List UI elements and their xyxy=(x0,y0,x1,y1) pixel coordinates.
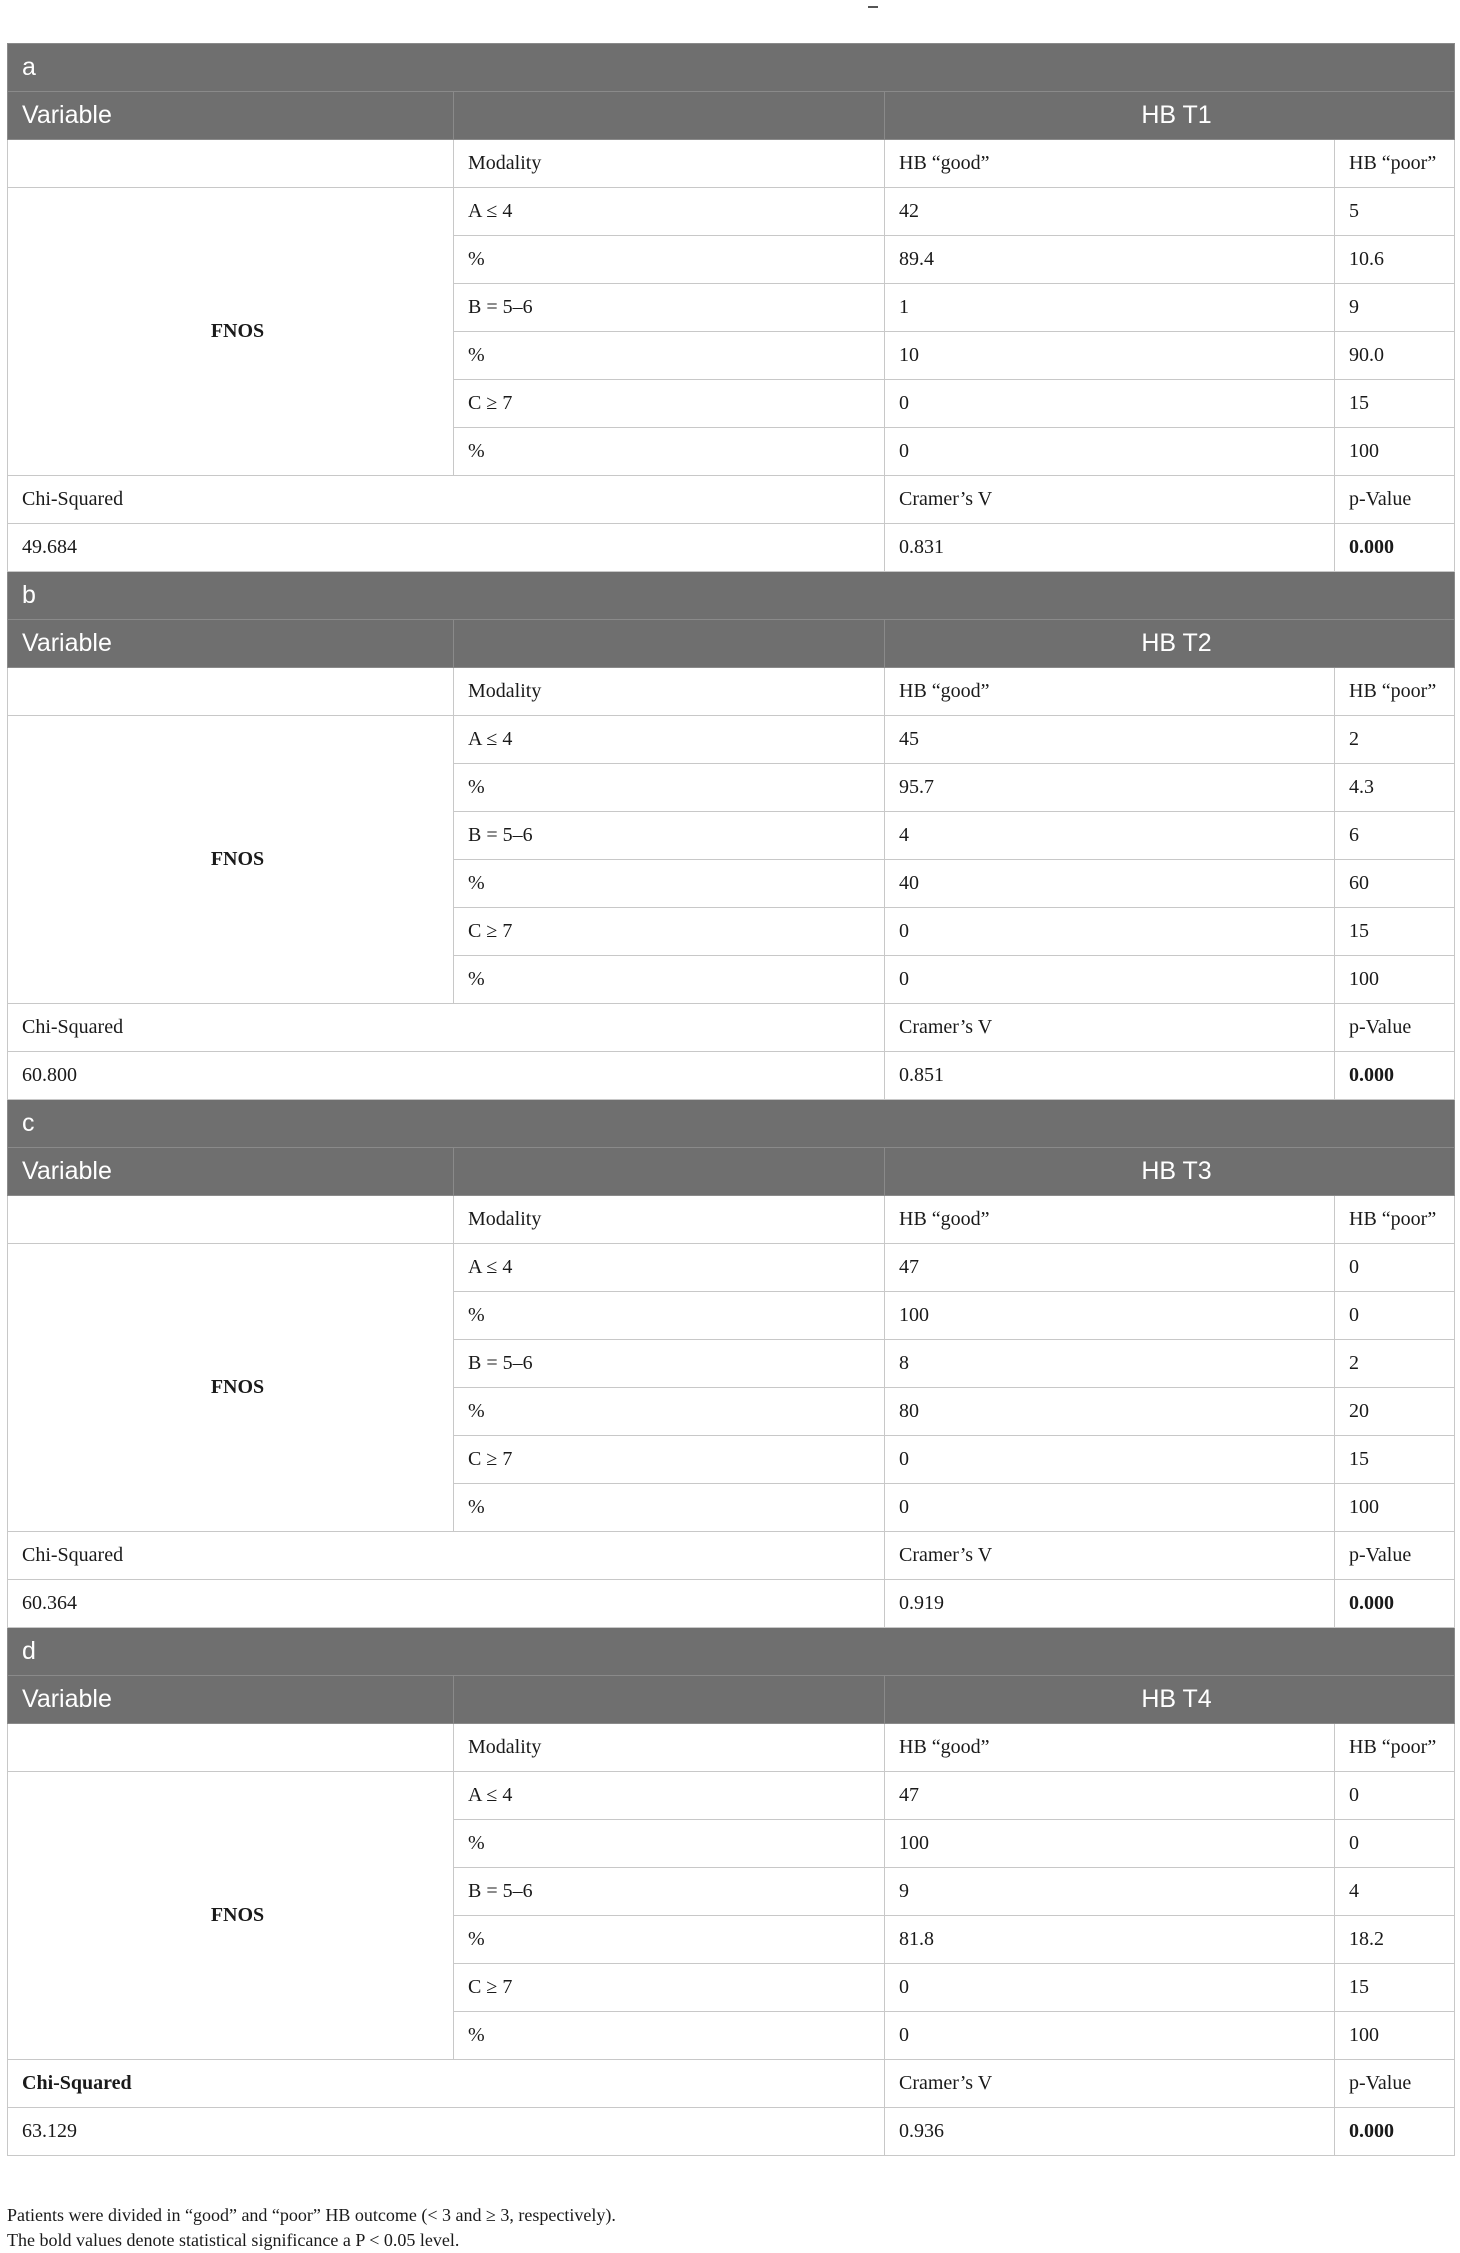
header-blank-cell xyxy=(454,1148,885,1196)
good-header: HB “good” xyxy=(885,668,1335,716)
good-value: 4 xyxy=(885,812,1335,860)
variable-label: Variable xyxy=(8,92,454,140)
poor-header: HB “poor” xyxy=(1335,668,1455,716)
blank-cell xyxy=(8,668,454,716)
modality-header-row xyxy=(8,668,1455,716)
section-letter-row xyxy=(8,1100,1455,1148)
blank-cell xyxy=(8,140,454,188)
data-row xyxy=(8,188,1455,236)
row-label: % xyxy=(454,236,885,284)
p-value-value: 0.000 xyxy=(1335,1052,1455,1100)
row-label: % xyxy=(454,428,885,476)
results-table xyxy=(7,43,1455,2156)
variable-header-row xyxy=(8,1676,1455,1724)
blank-cell xyxy=(8,1196,454,1244)
blank-cell xyxy=(8,1724,454,1772)
data-row xyxy=(8,716,1455,764)
section-letter: b xyxy=(8,572,1455,620)
cramers-v-label: Cramer’s V xyxy=(885,476,1335,524)
row-label: C ≥ 7 xyxy=(454,1964,885,2012)
poor-value: 0 xyxy=(1335,1820,1455,1868)
variable-header-row xyxy=(8,92,1455,140)
group-title: HB T3 xyxy=(885,1148,1455,1196)
row-label: % xyxy=(454,1820,885,1868)
chi-squared-value: 63.129 xyxy=(8,2108,885,2156)
cramers-v-value: 0.851 xyxy=(885,1052,1335,1100)
group-title: HB T2 xyxy=(885,620,1455,668)
good-header: HB “good” xyxy=(885,1196,1335,1244)
good-value: 81.8 xyxy=(885,1916,1335,1964)
modality-header-row xyxy=(8,1724,1455,1772)
chi-squared-value: 60.800 xyxy=(8,1052,885,1100)
header-blank-cell xyxy=(454,1676,885,1724)
good-header: HB “good” xyxy=(885,1724,1335,1772)
poor-value: 20 xyxy=(1335,1388,1455,1436)
good-value: 9 xyxy=(885,1868,1335,1916)
row-label: A ≤ 4 xyxy=(454,1772,885,1820)
poor-value: 2 xyxy=(1335,716,1455,764)
good-value: 89.4 xyxy=(885,236,1335,284)
variable-label: Variable xyxy=(8,1676,454,1724)
cramers-v-label: Cramer’s V xyxy=(885,1004,1335,1052)
cramers-v-value: 0.919 xyxy=(885,1580,1335,1628)
results-table-container xyxy=(7,43,1454,2156)
cramers-v-value: 0.831 xyxy=(885,524,1335,572)
good-value: 0 xyxy=(885,956,1335,1004)
poor-value: 18.2 xyxy=(1335,1916,1455,1964)
stats-value-row xyxy=(8,2108,1455,2156)
p-value-label: p-Value xyxy=(1335,2060,1455,2108)
poor-value: 0 xyxy=(1335,1244,1455,1292)
row-label: C ≥ 7 xyxy=(454,1436,885,1484)
good-value: 80 xyxy=(885,1388,1335,1436)
poor-value: 90.0 xyxy=(1335,332,1455,380)
row-label: B = 5–6 xyxy=(454,1340,885,1388)
data-row xyxy=(8,1244,1455,1292)
group-title: HB T4 xyxy=(885,1676,1455,1724)
variable-name: FNOS xyxy=(8,716,454,1004)
good-value: 0 xyxy=(885,1964,1335,2012)
footnote-2: The bold values denote statistical significance a P < 0.05 level. xyxy=(7,2230,460,2250)
good-value: 42 xyxy=(885,188,1335,236)
variable-name: FNOS xyxy=(8,1772,454,2060)
poor-value: 15 xyxy=(1335,1436,1455,1484)
row-label: % xyxy=(454,860,885,908)
poor-value: 6 xyxy=(1335,812,1455,860)
chi-squared-value: 49.684 xyxy=(8,524,885,572)
stats-label-row xyxy=(8,476,1455,524)
chi-squared-label: Chi-Squared xyxy=(8,2060,885,2108)
section-letter: c xyxy=(8,1100,1455,1148)
good-value: 1 xyxy=(885,284,1335,332)
poor-value: 100 xyxy=(1335,428,1455,476)
variable-name: FNOS xyxy=(8,188,454,476)
good-header: HB “good” xyxy=(885,140,1335,188)
p-value-value: 0.000 xyxy=(1335,1580,1455,1628)
poor-value: 15 xyxy=(1335,1964,1455,2012)
section-letter-row xyxy=(8,1628,1455,1676)
cramers-v-label: Cramer’s V xyxy=(885,2060,1335,2108)
good-value: 45 xyxy=(885,716,1335,764)
good-value: 8 xyxy=(885,1340,1335,1388)
modality-header-row xyxy=(8,140,1455,188)
poor-value: 0 xyxy=(1335,1772,1455,1820)
good-value: 0 xyxy=(885,1484,1335,1532)
cramers-v-value: 0.936 xyxy=(885,2108,1335,2156)
modality-header-row xyxy=(8,1196,1455,1244)
p-value-label: p-Value xyxy=(1335,1532,1455,1580)
good-value: 100 xyxy=(885,1292,1335,1340)
good-value: 10 xyxy=(885,332,1335,380)
variable-name: FNOS xyxy=(8,1244,454,1532)
poor-value: 9 xyxy=(1335,284,1455,332)
good-value: 47 xyxy=(885,1772,1335,1820)
poor-value: 5 xyxy=(1335,188,1455,236)
modality-header: Modality xyxy=(454,1196,885,1244)
good-value: 47 xyxy=(885,1244,1335,1292)
variable-header-row xyxy=(8,620,1455,668)
good-value: 0 xyxy=(885,428,1335,476)
poor-value: 100 xyxy=(1335,1484,1455,1532)
row-label: % xyxy=(454,1484,885,1532)
cramers-v-label: Cramer’s V xyxy=(885,1532,1335,1580)
chi-squared-label: Chi-Squared xyxy=(8,1532,885,1580)
p-value-value: 0.000 xyxy=(1335,524,1455,572)
row-label: % xyxy=(454,1388,885,1436)
section-letter-row xyxy=(8,44,1455,92)
p-value-label: p-Value xyxy=(1335,1004,1455,1052)
header-blank-cell xyxy=(454,620,885,668)
poor-value: 4 xyxy=(1335,1868,1455,1916)
poor-value: 0 xyxy=(1335,1292,1455,1340)
poor-value: 60 xyxy=(1335,860,1455,908)
section-letter: d xyxy=(8,1628,1455,1676)
header-blank-cell xyxy=(454,92,885,140)
good-value: 0 xyxy=(885,908,1335,956)
group-title: HB T1 xyxy=(885,92,1455,140)
good-value: 40 xyxy=(885,860,1335,908)
poor-value: 15 xyxy=(1335,908,1455,956)
p-value-value: 0.000 xyxy=(1335,2108,1455,2156)
stats-label-row xyxy=(8,1532,1455,1580)
poor-header: HB “poor” xyxy=(1335,1196,1455,1244)
poor-header: HB “poor” xyxy=(1335,140,1455,188)
good-value: 0 xyxy=(885,2012,1335,2060)
modality-header: Modality xyxy=(454,668,885,716)
row-label: C ≥ 7 xyxy=(454,380,885,428)
section-letter: a xyxy=(8,44,1455,92)
row-label: B = 5–6 xyxy=(454,1868,885,1916)
stats-value-row xyxy=(8,1052,1455,1100)
good-value: 100 xyxy=(885,1820,1335,1868)
row-label: A ≤ 4 xyxy=(454,1244,885,1292)
variable-header-row xyxy=(8,1148,1455,1196)
poor-value: 15 xyxy=(1335,380,1455,428)
row-label: C ≥ 7 xyxy=(454,908,885,956)
section-letter-row xyxy=(8,572,1455,620)
modality-header: Modality xyxy=(454,140,885,188)
row-label: A ≤ 4 xyxy=(454,188,885,236)
poor-value: 100 xyxy=(1335,2012,1455,2060)
modality-header: Modality xyxy=(454,1724,885,1772)
poor-header: HB “poor” xyxy=(1335,1724,1455,1772)
row-label: % xyxy=(454,332,885,380)
variable-label: Variable xyxy=(8,1148,454,1196)
stats-value-row xyxy=(8,1580,1455,1628)
poor-value: 10.6 xyxy=(1335,236,1455,284)
row-label: B = 5–6 xyxy=(454,812,885,860)
poor-value: 100 xyxy=(1335,956,1455,1004)
row-label: % xyxy=(454,956,885,1004)
p-value-label: p-Value xyxy=(1335,476,1455,524)
stats-label-row xyxy=(8,1004,1455,1052)
data-row xyxy=(8,1772,1455,1820)
good-value: 95.7 xyxy=(885,764,1335,812)
stats-value-row xyxy=(8,524,1455,572)
chi-squared-label: Chi-Squared xyxy=(8,476,885,524)
footnote-1: Patients were divided in “good” and “poor” HB outcome (< 3 and ≥ 3, respectively). xyxy=(7,2205,616,2225)
row-label: % xyxy=(454,2012,885,2060)
stats-label-row xyxy=(8,2060,1455,2108)
row-label: % xyxy=(454,764,885,812)
top-dash-mark xyxy=(868,6,878,8)
good-value: 0 xyxy=(885,1436,1335,1484)
row-label: B = 5–6 xyxy=(454,284,885,332)
row-label: A ≤ 4 xyxy=(454,716,885,764)
chi-squared-label: Chi-Squared xyxy=(8,1004,885,1052)
poor-value: 2 xyxy=(1335,1340,1455,1388)
row-label: % xyxy=(454,1292,885,1340)
row-label: % xyxy=(454,1916,885,1964)
variable-label: Variable xyxy=(8,620,454,668)
good-value: 0 xyxy=(885,380,1335,428)
poor-value: 4.3 xyxy=(1335,764,1455,812)
chi-squared-value: 60.364 xyxy=(8,1580,885,1628)
